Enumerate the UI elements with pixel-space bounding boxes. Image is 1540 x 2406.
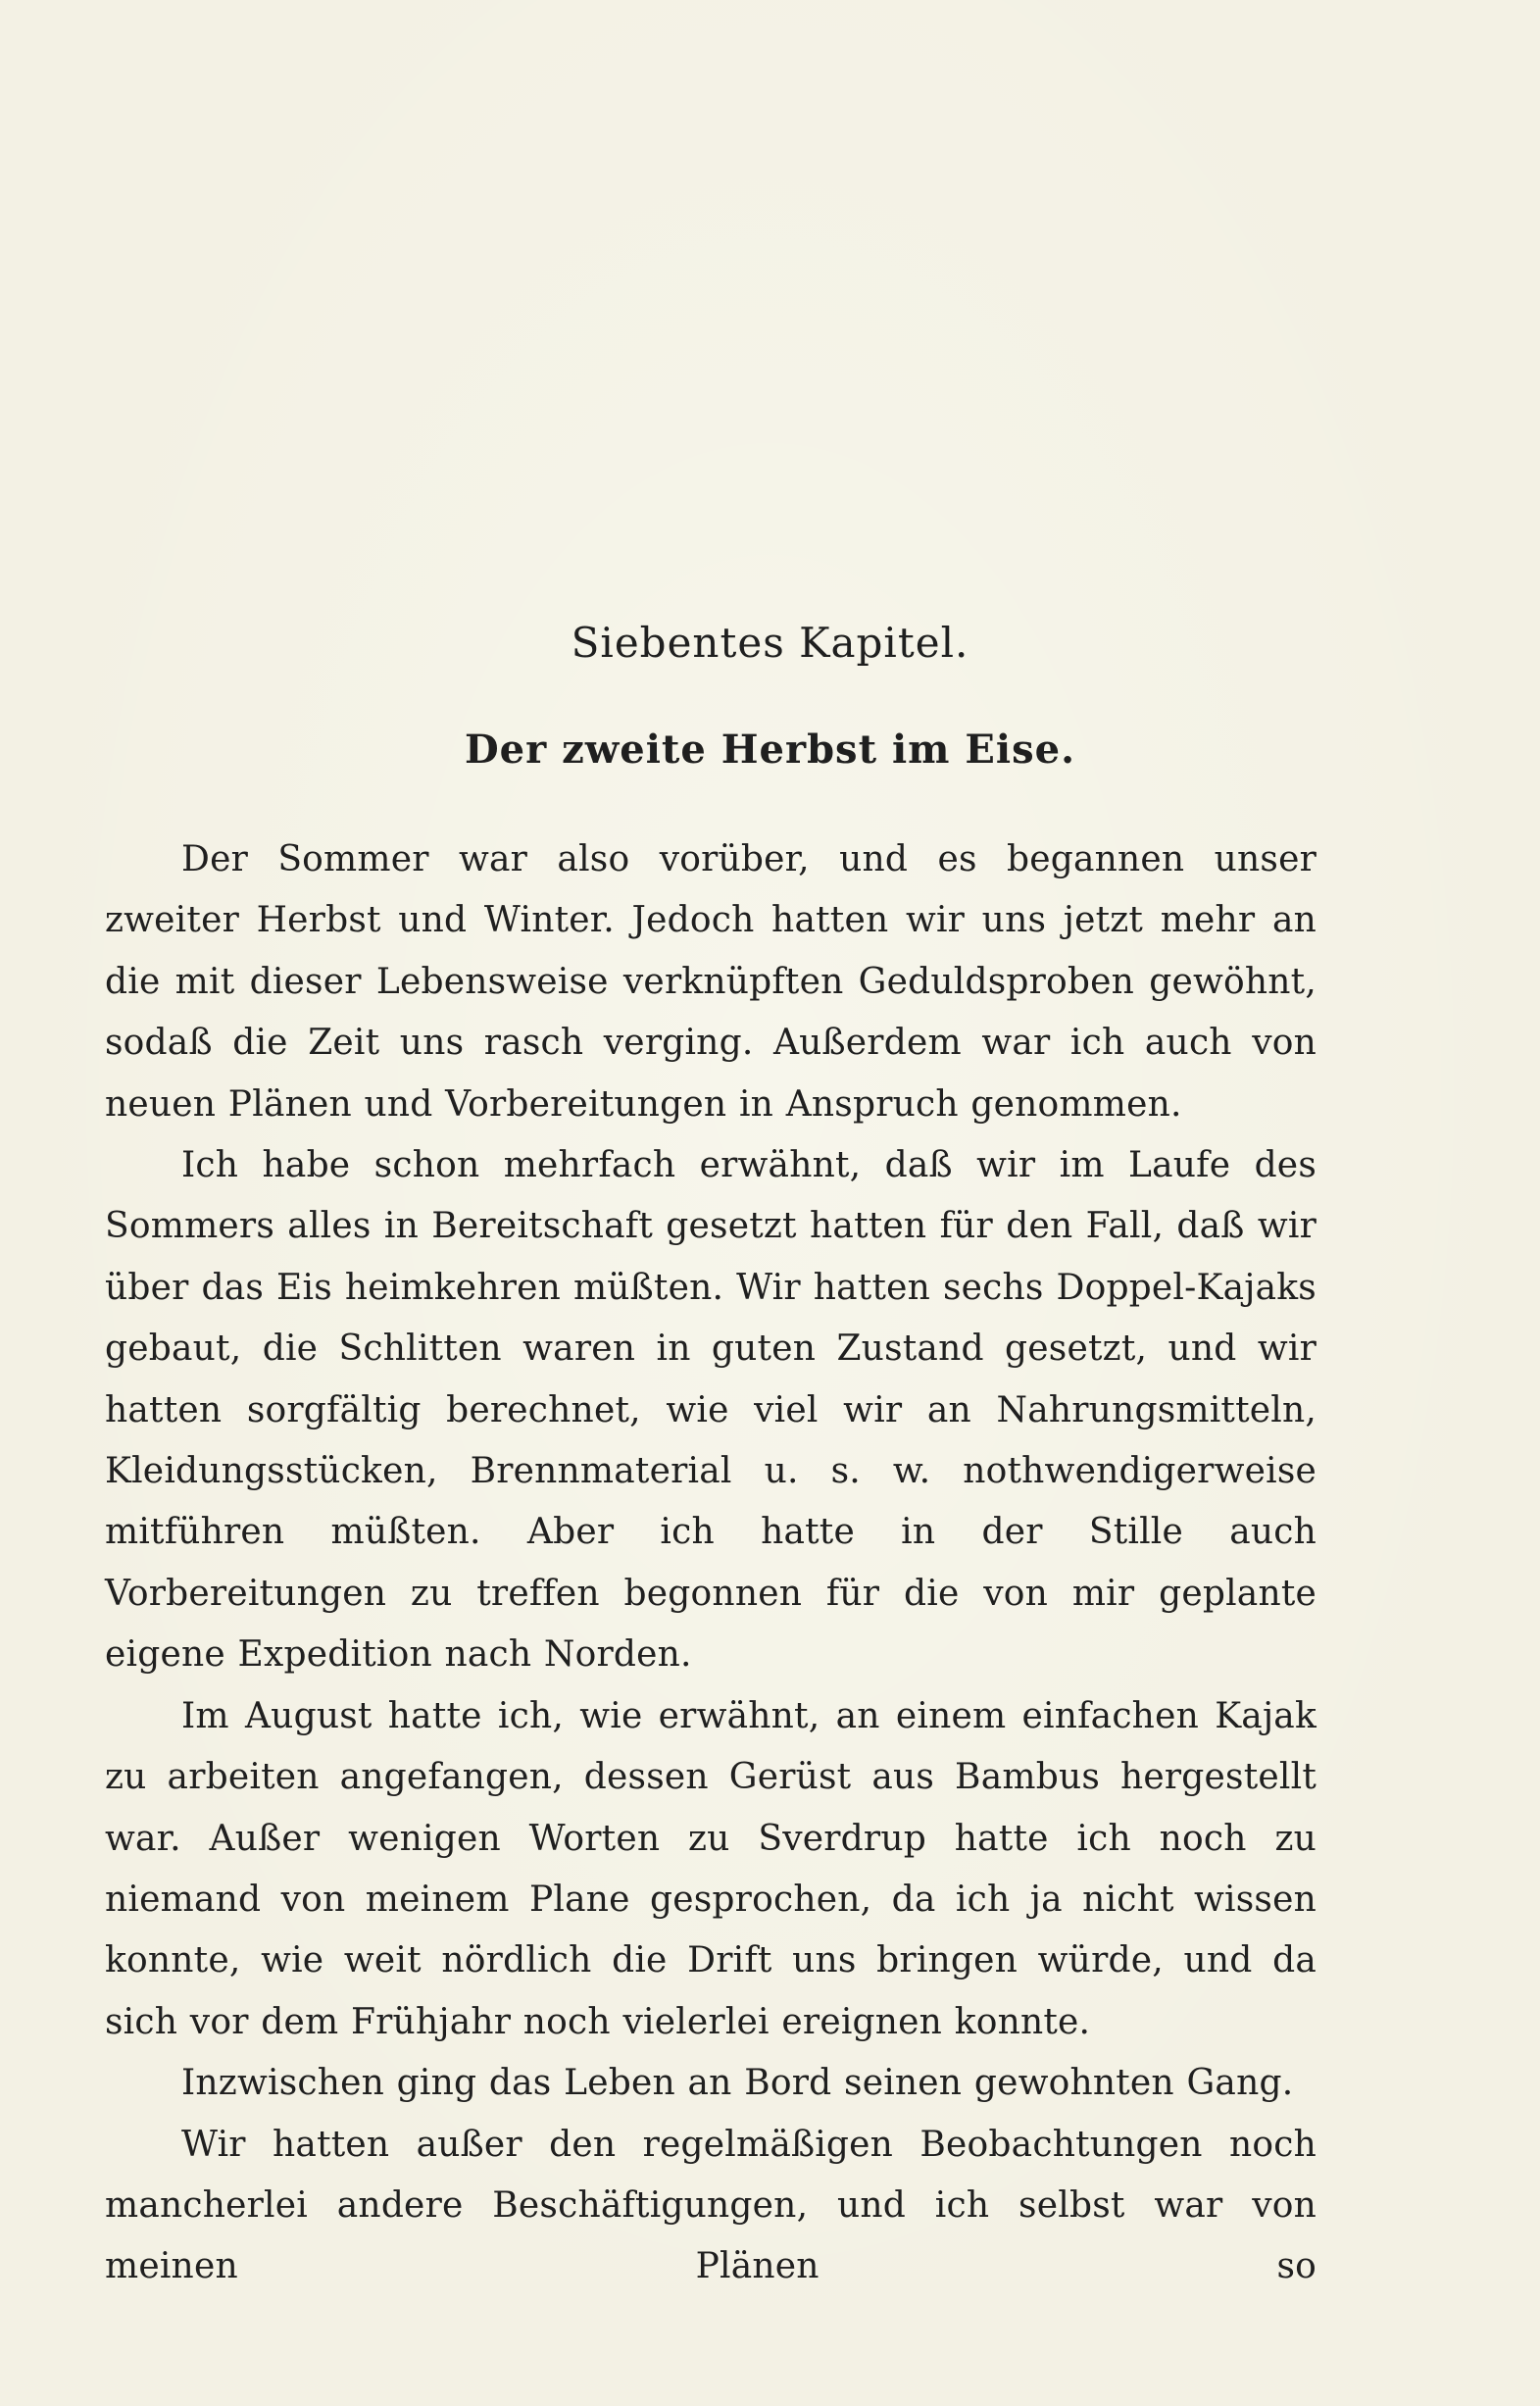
paragraph: Wir hatten außer den regelmäßigen Beobachtungen noch mancherlei andere Beschäftigungen, und ich selbst war von meinen Plänen so	[105, 2124, 1316, 2287]
paragraph: Ich habe schon mehrfach erwähnt, daß wir im Laufe des Sommers alles in Bereitschaft gesetzt hatten für den Fall, daß wir über das Eis heimkehren müßten. Wir hatten sechs Doppel-Kajaks gebaut, die Schlitten waren in guten Zustand gesetzt, und wir hatten sorgfältig berechnet, wie viel wir an Nahrungsmitteln, Kleidungsstücken, Brennmaterial u. s. w. nothwendigerweise mitführen müßten. Aber ich hatte in der Stille auch Vorbereitungen zu treffen begonnen für die von mir geplante eigene Expedition nach Norden.	[105, 1145, 1316, 1676]
paragraph: Im August hatte ich, wie erwähnt, an einem einfachen Kajak zu arbeiten angefangen, dessen Gerüst aus Bambus hergestellt war. Außer wenigen Worten zu Sverdrup hatte ich noch zu niemand von meinem Plane gesprochen, da ich ja nicht wissen konnte, wie weit nördlich die Drift uns bringen würde, und da sich vor dem Frühjahr noch vielerlei ereignen konnte.	[105, 1695, 1316, 2042]
body-text	[105, 829, 1316, 2298]
paragraph: Inzwischen ging das Leben an Bord seinen gewohnten Gang.	[181, 2063, 1294, 2104]
paragraph: Der Sommer war also vorüber, und es begannen unser zweiter Herbst und Winter. Jedoch hatten wir uns jetzt mehr an die mit dieser Lebensweise verknüpften Geduldsproben gewöhnt, sodaß die Zeit uns rasch verging. Außerdem war ich auch von neuen Plänen und Vorbereitungen in Anspruch genommen.	[105, 839, 1316, 1125]
chapter-title: Siebentes Kapitel.	[571, 619, 969, 667]
chapter-subtitle: Der zweite Herbst im Eise.	[464, 727, 1075, 773]
